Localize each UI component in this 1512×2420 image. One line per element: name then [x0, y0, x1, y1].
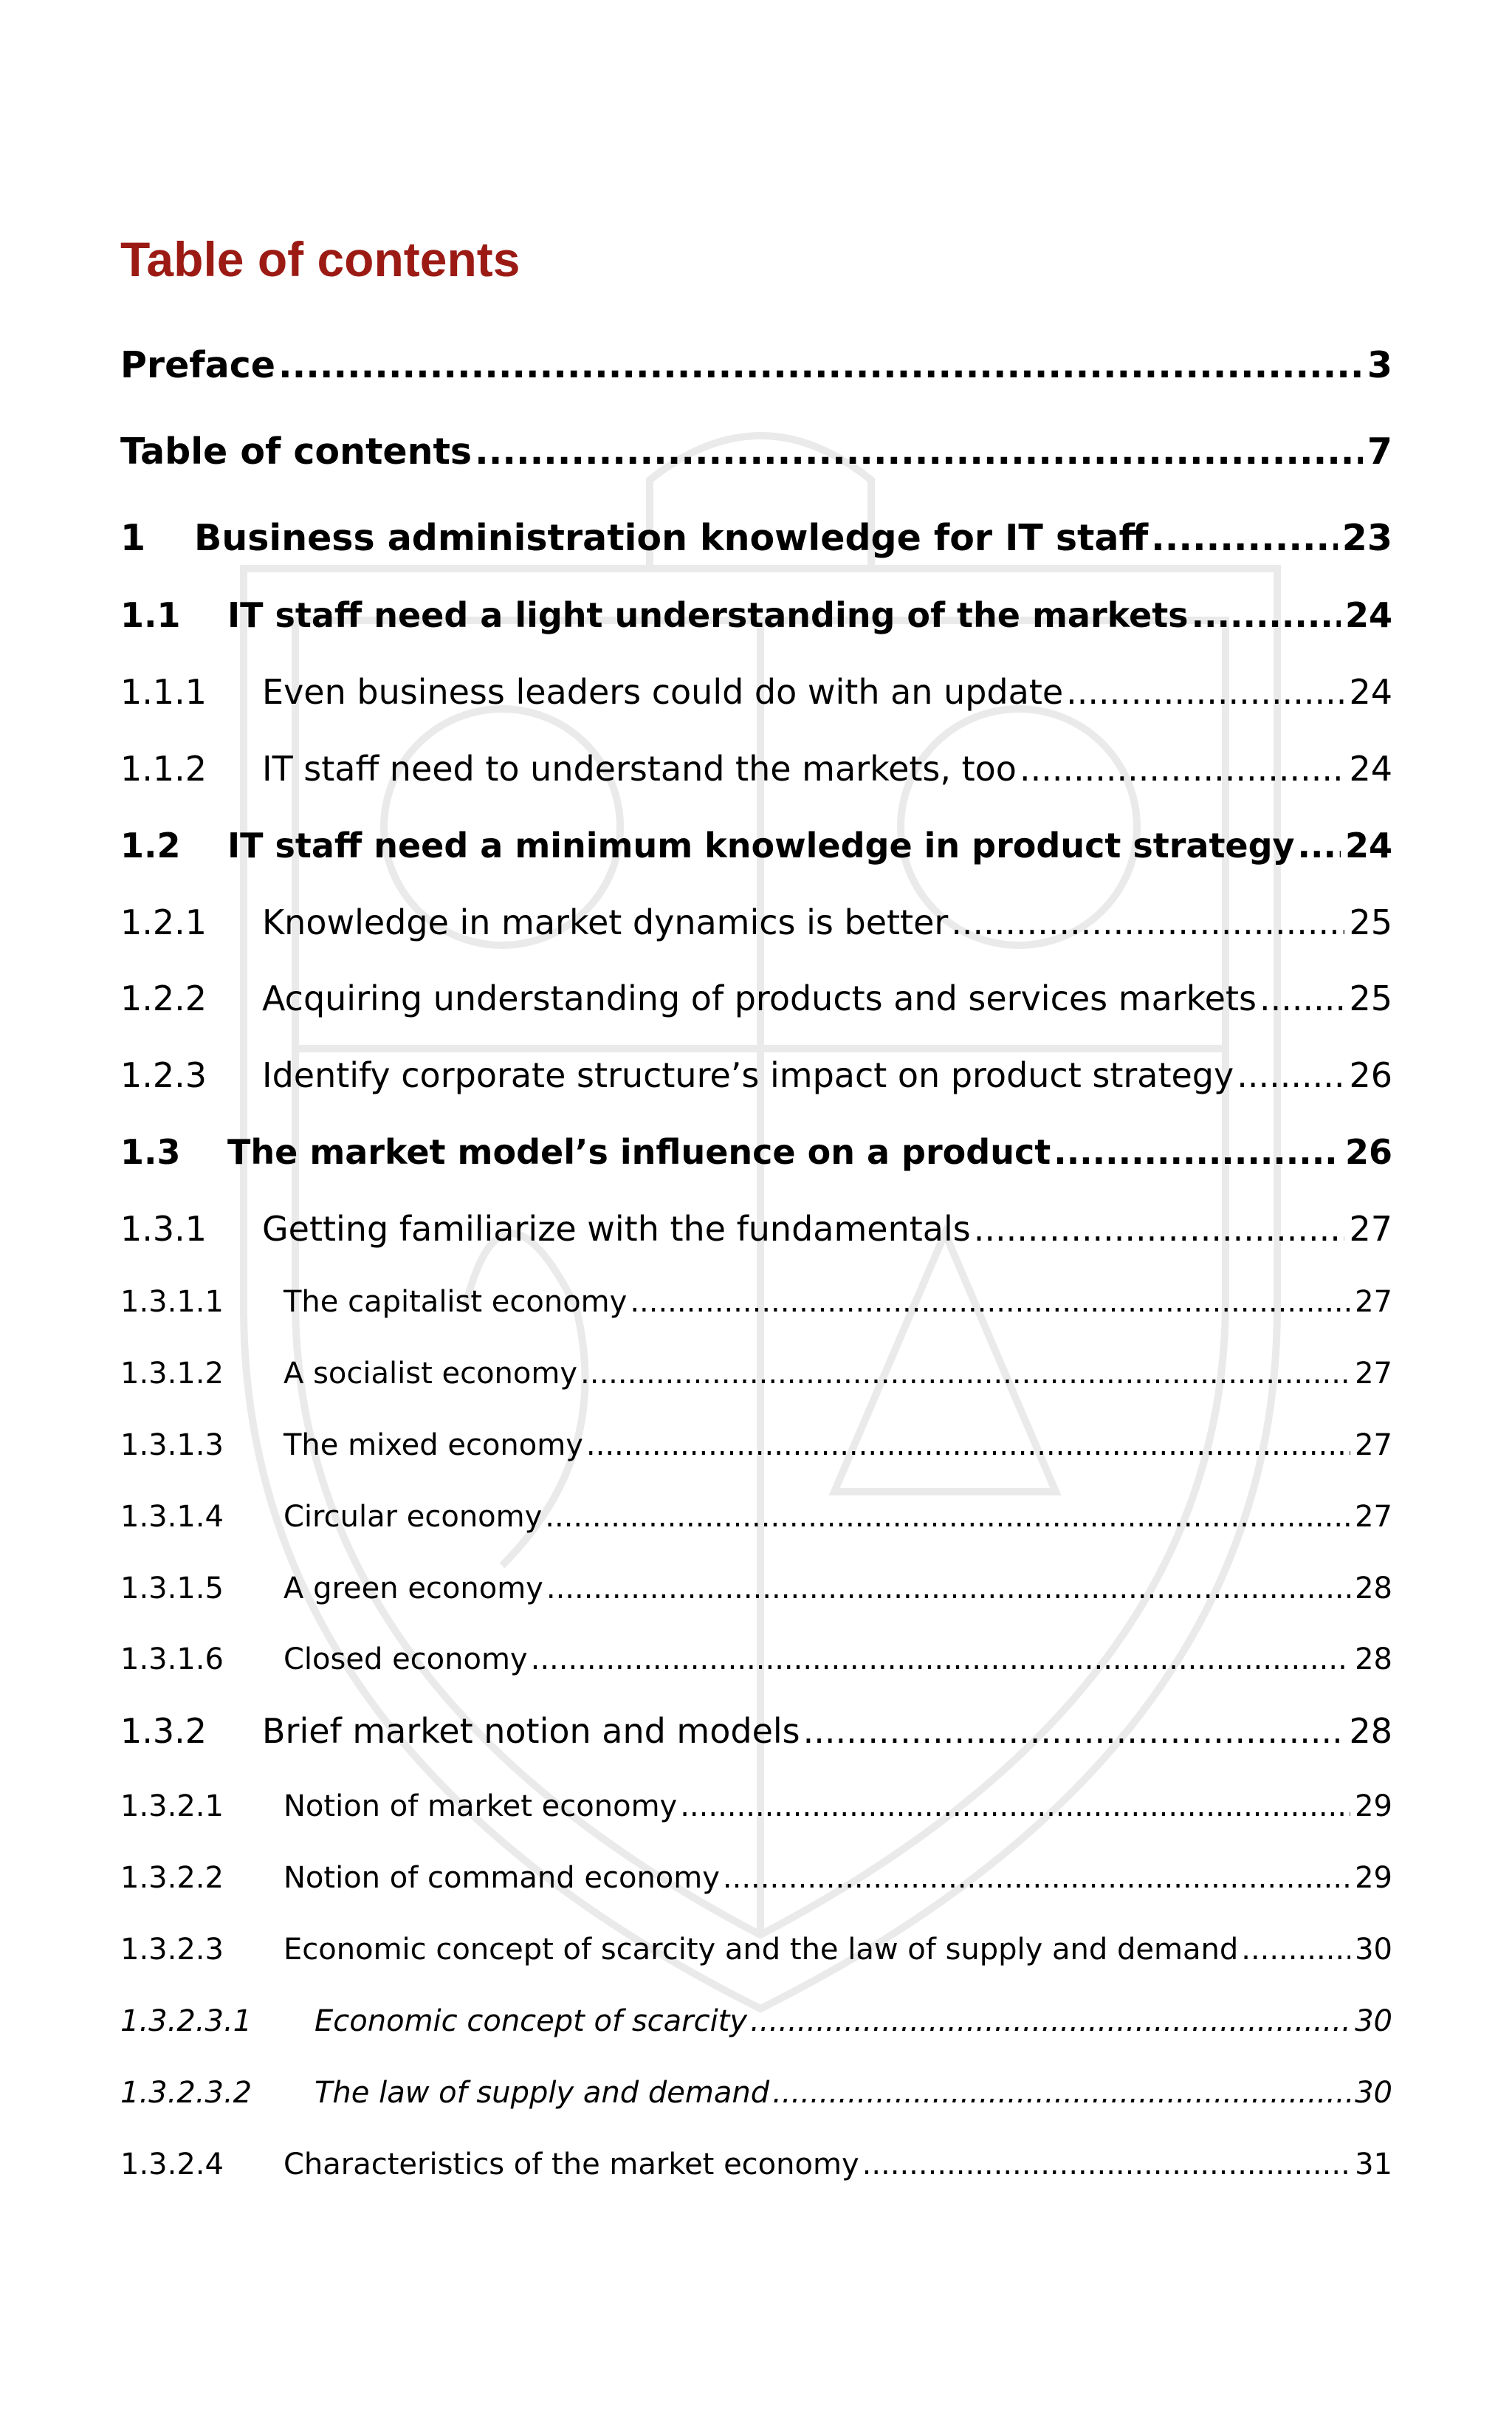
- toc-entry-title: Circular economy: [284, 1500, 543, 1534]
- toc-entry-number: 1.3.1: [120, 1209, 207, 1249]
- toc-entry-number: 1.3.2.3: [120, 1933, 224, 1967]
- toc-entry-title: Economic concept of scarcity: [315, 2004, 748, 2038]
- toc-entry-page: 7: [1367, 431, 1392, 473]
- toc-entry-title: Economic concept of scarcity and the law of supply and demand: [284, 1933, 1239, 1967]
- dot-leader: [1237, 1055, 1344, 1095]
- toc-entry-page: 23: [1341, 517, 1392, 559]
- toc-entry-page: 27: [1355, 1357, 1392, 1391]
- toc-entry[interactable]: [120, 1428, 1392, 1462]
- toc-entry-number: 1.3.1.5: [120, 1571, 224, 1605]
- toc-entry-title: A green economy: [284, 1571, 543, 1605]
- dot-leader: [680, 1789, 1350, 1823]
- toc-entry-page: 26: [1344, 1132, 1392, 1172]
- toc-entry[interactable]: [120, 1132, 1392, 1172]
- toc-entry-page: 27: [1355, 1428, 1392, 1462]
- toc-entry-number: 1.3.2.2: [120, 1861, 224, 1895]
- toc-entry-number: 1.3.1.3: [120, 1428, 224, 1462]
- toc-entry-title: IT staff need a light understanding of the markets: [227, 595, 1189, 635]
- toc-entry[interactable]: [120, 1209, 1392, 1249]
- toc-entry-page: 25: [1349, 978, 1392, 1018]
- dot-leader: [580, 1357, 1350, 1391]
- toc-entry-title: The market model’s influence on a product: [227, 1132, 1051, 1172]
- toc-entry-page: 30: [1355, 2076, 1392, 2110]
- dot-leader: [750, 2004, 1350, 2038]
- toc-entry-title: Getting familiarize with the fundamentals: [262, 1209, 971, 1249]
- toc-entry[interactable]: [120, 431, 1392, 473]
- toc-entry-number: 1.3.1.6: [120, 1642, 224, 1676]
- toc-entry[interactable]: [120, 2004, 1392, 2038]
- toc-entry-number: 1.1.2: [120, 749, 207, 789]
- dot-leader: [586, 1428, 1350, 1462]
- page-title: Table of contents: [120, 232, 520, 287]
- toc-entry-number: 1.3.2.4: [120, 2148, 224, 2181]
- toc-entry-title: Table of contents: [120, 431, 472, 473]
- toc-entry[interactable]: [120, 672, 1392, 712]
- toc-entry-page: 28: [1355, 1642, 1392, 1676]
- toc-entry-number: 1.1.1: [120, 672, 207, 712]
- toc-entry-page: 3: [1367, 344, 1392, 386]
- toc-entry-number: 1.2.3: [120, 1055, 207, 1095]
- toc-entry-title: Brief market notion and models: [262, 1711, 800, 1751]
- toc-entry[interactable]: [120, 749, 1392, 789]
- toc-entry-number: 1.1: [120, 595, 181, 635]
- dot-leader: [1260, 978, 1344, 1018]
- toc-entry-number: 1.3.2.1: [120, 1789, 224, 1823]
- toc-entry-page: 29: [1355, 1861, 1392, 1895]
- toc-entry-page: 26: [1349, 1055, 1392, 1095]
- toc-entry-page: 31: [1355, 2148, 1392, 2181]
- dot-leader: [772, 2076, 1350, 2110]
- toc-entry-title: The law of supply and demand: [315, 2076, 770, 2110]
- toc-entry[interactable]: [120, 2076, 1392, 2110]
- toc-entry-number: 1.2.1: [120, 902, 207, 942]
- dot-leader: [546, 1571, 1350, 1605]
- dot-leader: [723, 1861, 1350, 1895]
- toc-entry-number: 1.3.1.4: [120, 1500, 224, 1534]
- toc-entry-number: 1.3.1.2: [120, 1357, 224, 1391]
- dot-leader: [974, 1209, 1345, 1249]
- toc-entry[interactable]: [120, 2148, 1392, 2181]
- toc-entry-title: Characteristics of the market economy: [284, 2148, 859, 2181]
- toc-entry-page: 28: [1349, 1711, 1392, 1751]
- toc-entry-title: The capitalist economy: [284, 1285, 628, 1319]
- toc-entry-page: 24: [1349, 749, 1392, 789]
- toc-entry-title: Identify corporate structure’s impact on product strategy: [262, 1055, 1234, 1095]
- toc-entry[interactable]: [120, 1861, 1392, 1895]
- toc-entry-number: 1: [120, 517, 146, 559]
- toc-entry-page: 25: [1349, 902, 1392, 942]
- toc-entry[interactable]: [120, 344, 1392, 386]
- toc-entry[interactable]: [120, 902, 1392, 942]
- toc-entry-page: 30: [1355, 1933, 1392, 1967]
- dot-leader: [630, 1285, 1350, 1319]
- dot-leader: [531, 1642, 1350, 1676]
- toc-entry[interactable]: [120, 595, 1392, 635]
- toc-entry[interactable]: [120, 1500, 1392, 1534]
- toc-entry[interactable]: [120, 826, 1392, 865]
- toc-entry-number: 1.3.2: [120, 1711, 207, 1751]
- dot-leader: [475, 431, 1363, 473]
- toc-entry-title: Closed economy: [284, 1642, 528, 1676]
- dot-leader: [1298, 826, 1341, 865]
- toc-entry-title: Even business leaders could do with an update: [262, 672, 1064, 712]
- toc-entry-page: 27: [1355, 1285, 1392, 1319]
- toc-entry-title: Business administration knowledge for IT staff: [194, 517, 1149, 559]
- dot-leader: [545, 1500, 1350, 1534]
- toc-entry-title: Acquiring understanding of products and services markets: [262, 978, 1257, 1018]
- toc-entry-number: 1.2.2: [120, 978, 207, 1018]
- toc-entry-page: 29: [1355, 1789, 1392, 1823]
- toc-entry-title: Preface: [120, 344, 275, 386]
- toc-entry-title: A socialist economy: [284, 1357, 578, 1391]
- toc-entry[interactable]: [120, 978, 1392, 1018]
- dot-leader: [1192, 595, 1341, 635]
- toc-entry[interactable]: [120, 1285, 1392, 1319]
- toc-entry-page: 24: [1349, 672, 1392, 712]
- dot-leader: [803, 1711, 1345, 1751]
- toc-entry-title: IT staff need to understand the markets, too: [262, 749, 1017, 789]
- toc-entry-number: 1.2: [120, 826, 181, 865]
- toc-entry[interactable]: [120, 1357, 1392, 1391]
- toc-entry-title: Notion of command economy: [284, 1861, 720, 1895]
- toc-entry-title: IT staff need a minimum knowledge in product strategy: [227, 826, 1295, 865]
- toc-entry[interactable]: [120, 1642, 1392, 1676]
- toc-entry-number: 1.3.2.3.1: [120, 2004, 252, 2038]
- toc-entry-page: 28: [1355, 1571, 1392, 1605]
- toc-entry[interactable]: [120, 1571, 1392, 1605]
- dot-leader: [1054, 1132, 1341, 1172]
- toc-entry-page: 24: [1344, 595, 1392, 635]
- dot-leader: [1066, 672, 1344, 712]
- dot-leader: [1241, 1933, 1350, 1967]
- toc-entry[interactable]: [120, 1933, 1392, 1967]
- toc-entry[interactable]: [120, 517, 1392, 559]
- toc-entry-page: 30: [1355, 2004, 1392, 2038]
- toc-entry-number: 1.3.1.1: [120, 1285, 224, 1319]
- dot-leader: [862, 2148, 1350, 2181]
- dot-leader: [1020, 749, 1345, 789]
- toc-entry[interactable]: [120, 1055, 1392, 1095]
- dot-leader: [1151, 517, 1338, 559]
- toc-entry[interactable]: [120, 1711, 1392, 1751]
- toc-entry-title: Notion of market economy: [284, 1789, 678, 1823]
- toc-entry-title: The mixed economy: [284, 1428, 583, 1462]
- toc-entry-title: Knowledge in market dynamics is better: [262, 902, 949, 942]
- toc-entry-page: 27: [1355, 1500, 1392, 1534]
- toc-entry[interactable]: [120, 1789, 1392, 1823]
- dot-leader: [951, 902, 1344, 942]
- toc-entry-page: 27: [1349, 1209, 1392, 1249]
- toc-entry-number: 1.3.2.3.2: [120, 2076, 252, 2110]
- dot-leader: [278, 344, 1363, 386]
- toc-entry-number: 1.3: [120, 1132, 181, 1172]
- toc-entry-page: 24: [1344, 826, 1392, 865]
